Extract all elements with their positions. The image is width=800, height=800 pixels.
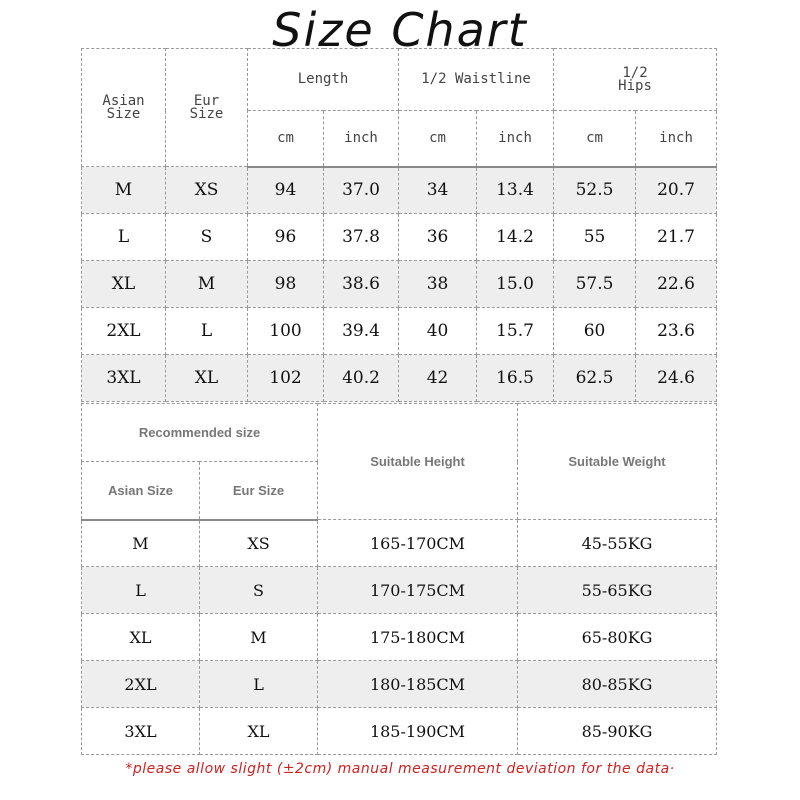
header-recommended-size: Recommended size [82, 404, 318, 462]
waist-inch-cell: 16.5 [477, 355, 554, 402]
hips-inch-cell: 20.7 [636, 167, 717, 214]
size-table [81, 48, 717, 402]
length-cm-cell: 96 [248, 214, 324, 261]
header-asian-size: Asian Size [82, 462, 200, 520]
length-inch-cell: 38.6 [324, 261, 399, 308]
table-row [82, 308, 717, 355]
table-row [82, 214, 717, 261]
header-asian-size [82, 49, 166, 167]
eur-size-cell: S [200, 567, 318, 614]
asian-size-cell: XL [82, 261, 166, 308]
eur-size-cell: XL [166, 355, 248, 402]
waist-inch-cell: 14.2 [477, 214, 554, 261]
unit-hips-inch: inch [636, 111, 717, 167]
length-cm-cell: 94 [248, 167, 324, 214]
waist-inch-cell: 15.7 [477, 308, 554, 355]
waist-inch-cell: 15.0 [477, 261, 554, 308]
hips-inch-cell: 23.6 [636, 308, 717, 355]
header-hips [554, 49, 717, 111]
header-eur-size-label: Eur Size [189, 92, 224, 122]
header-suitable-weight: Suitable Weight [518, 404, 717, 520]
hips-cm-cell: 57.5 [554, 261, 636, 308]
table-row [82, 614, 717, 661]
asian-size-cell: 2XL [82, 661, 200, 708]
header-eur-size: Eur Size [200, 462, 318, 520]
table-row [82, 167, 717, 214]
eur-size-cell: L [200, 661, 318, 708]
hips-cm-cell: 62.5 [554, 355, 636, 402]
eur-size-cell: M [200, 614, 318, 661]
unit-waist-cm: cm [399, 111, 477, 167]
height-cell: 180-185CM [318, 661, 518, 708]
eur-size-cell: XL [200, 708, 318, 755]
asian-size-cell: L [82, 567, 200, 614]
weight-cell: 45-55KG [518, 520, 717, 567]
asian-size-cell: M [82, 520, 200, 567]
hips-cm-cell: 60 [554, 308, 636, 355]
asian-size-cell: 2XL [82, 308, 166, 355]
table-row [82, 567, 717, 614]
eur-size-cell: S [166, 214, 248, 261]
weight-cell: 65-80KG [518, 614, 717, 661]
table-row [82, 661, 717, 708]
waist-cm-cell: 40 [399, 308, 477, 355]
asian-size-cell: L [82, 214, 166, 261]
header-eur-size [166, 49, 248, 167]
header-suitable-height: Suitable Height [318, 404, 518, 520]
asian-size-cell: XL [82, 614, 200, 661]
header-length: Length [248, 49, 399, 111]
height-cell: 185-190CM [318, 708, 518, 755]
length-inch-cell: 40.2 [324, 355, 399, 402]
length-cm-cell: 98 [248, 261, 324, 308]
header-hips-label: 1/2 Hips [618, 64, 652, 94]
hips-inch-cell: 22.6 [636, 261, 717, 308]
waist-cm-cell: 38 [399, 261, 477, 308]
waist-cm-cell: 34 [399, 167, 477, 214]
waist-cm-cell: 42 [399, 355, 477, 402]
recommended-size-table [81, 403, 717, 755]
header-asian-size-label: Asian Size [102, 92, 145, 122]
table-row [82, 520, 717, 567]
header-waistline: 1/2 Waistline [399, 49, 554, 111]
waist-inch-cell: 13.4 [477, 167, 554, 214]
eur-size-cell: M [166, 261, 248, 308]
asian-size-cell: 3XL [82, 355, 166, 402]
length-cm-cell: 100 [248, 308, 324, 355]
asian-size-cell: 3XL [82, 708, 200, 755]
table-row [82, 355, 717, 402]
table-row [82, 261, 717, 308]
asian-size-cell: M [82, 167, 166, 214]
length-inch-cell: 37.8 [324, 214, 399, 261]
unit-waist-inch: inch [477, 111, 554, 167]
hips-cm-cell: 52.5 [554, 167, 636, 214]
weight-cell: 85-90KG [518, 708, 717, 755]
unit-length-inch: inch [324, 111, 399, 167]
measurement-note: *please allow slight (±2cm) manual measurement deviation for the data· [125, 761, 675, 777]
eur-size-cell: XS [200, 520, 318, 567]
unit-length-cm: cm [248, 111, 324, 167]
hips-cm-cell: 55 [554, 214, 636, 261]
hips-inch-cell: 24.6 [636, 355, 717, 402]
height-cell: 165-170CM [318, 520, 518, 567]
table-row [82, 708, 717, 755]
unit-hips-cm: cm [554, 111, 636, 167]
waist-cm-cell: 36 [399, 214, 477, 261]
length-inch-cell: 37.0 [324, 167, 399, 214]
height-cell: 170-175CM [318, 567, 518, 614]
hips-inch-cell: 21.7 [636, 214, 717, 261]
weight-cell: 80-85KG [518, 661, 717, 708]
eur-size-cell: L [166, 308, 248, 355]
weight-cell: 55-65KG [518, 567, 717, 614]
length-inch-cell: 39.4 [324, 308, 399, 355]
eur-size-cell: XS [166, 167, 248, 214]
height-cell: 175-180CM [318, 614, 518, 661]
length-cm-cell: 102 [248, 355, 324, 402]
page-title: Size Chart [272, 3, 528, 57]
